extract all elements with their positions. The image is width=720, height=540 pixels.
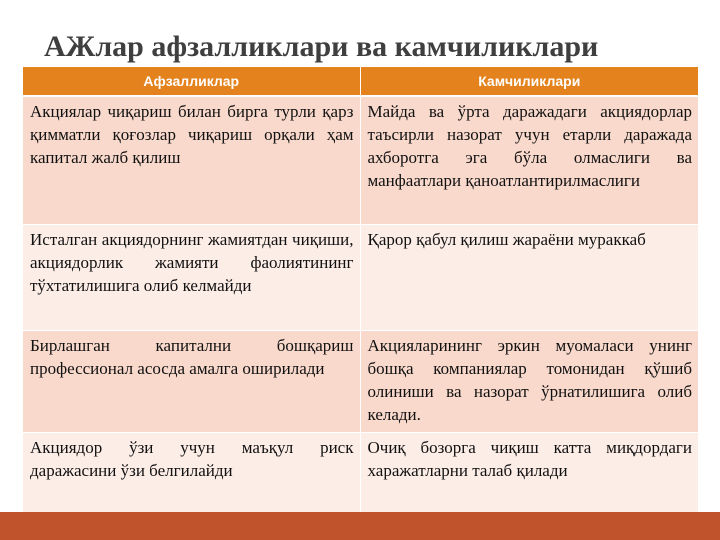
table-row — [23, 331, 698, 433]
page-title: АЖлар афзалликлари ва камчиликлари — [44, 30, 599, 63]
header-advantages: Афзалликлар — [23, 67, 360, 96]
disadvantage-cell: Очиқ бозорга чиқиш катта миқдордаги харажатларни талаб қилади — [360, 433, 698, 515]
advantage-cell: Акциядор ўзи учун маъқул риск даражасини ўзи белгилайди — [23, 433, 360, 515]
advantage-cell: Исталган акциядорнинг жамиятдан чиқиши, акциядорлик жамияти фаолиятининг тўхтатилишига олиб келмайди — [23, 225, 360, 331]
advantage-cell: Акциялар чиқариш билан бирга турли қарз қимматли қоғозлар чиқариш орқали ҳам капитал жалб қилиш — [23, 96, 360, 225]
comparison-table-container — [23, 67, 698, 515]
table-row — [23, 433, 698, 515]
table-row — [23, 225, 698, 331]
disadvantage-cell: Акцияларининг эркин муомаласи унинг бошқа компаниялар томонидан қўшиб олиниши ва назорат ўрнатилишига олиб келади. — [360, 331, 698, 433]
advantage-cell: Бирлашган капитални бошқариш профессионал асосда амалга оширилади — [23, 331, 360, 433]
disadvantage-cell: Майда ва ўрта даражадаги акциядорлар таъсирли назорат учун етарли даражада ахборотга эга бўла олмаслиги ва манфаатлари қаноатлантирилмаслиги — [360, 96, 698, 225]
header-disadvantages: Камчиликлари — [360, 67, 698, 96]
footer-color-band — [0, 512, 720, 540]
table-row — [23, 96, 698, 225]
disadvantage-cell: Қарор қабул қилиш жараёни мураккаб — [360, 225, 698, 331]
comparison-table — [23, 67, 698, 515]
table-header-row — [23, 67, 698, 96]
